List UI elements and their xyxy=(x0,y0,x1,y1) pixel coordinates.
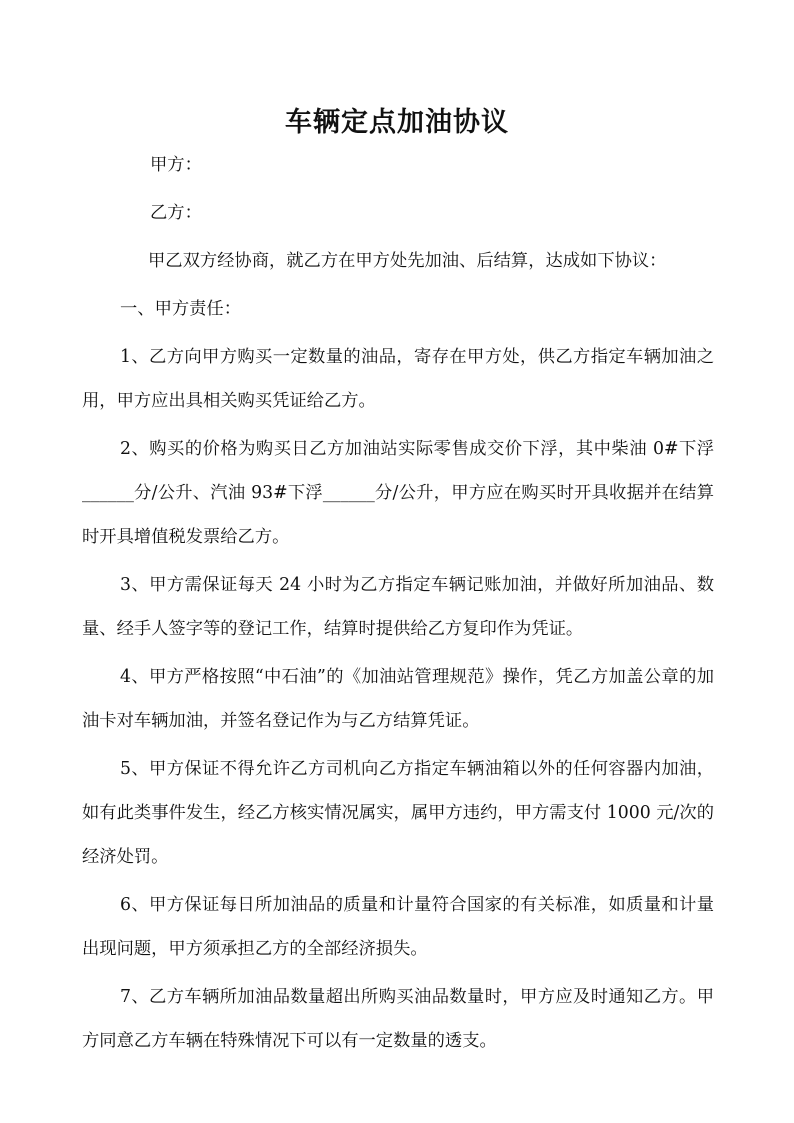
clause-2: 2、购买的价格为购买日乙方加油站实际零售成交价下浮，其中柴油 0#下浮______分/公升、汽油 93#下浮______分/公升，甲方应在购买时开具收据并在结算时开具增值税发票给乙方。 xyxy=(82,439,714,547)
document-body xyxy=(82,143,714,1067)
party-a-line: 甲方： xyxy=(150,155,202,175)
party-b-line: 乙方： xyxy=(150,203,202,223)
clause-6: 6、甲方保证每日所加油品的质量和计量符合国家的有关标准，如质量和计量出现问题，甲方须承担乙方的全部经济损失。 xyxy=(82,895,714,959)
clause-5: 5、甲方保证不得允许乙方司机向乙方指定车辆油箱以外的任何容器内加油，如有此类事件发生，经乙方核实情况属实，属甲方违约，甲方需支付 1000 元/次的经济处罚。 xyxy=(82,759,714,867)
intro-paragraph: 甲乙双方经协商，就乙方在甲方处先加油、后结算，达成如下协议： xyxy=(148,251,667,271)
clause-3: 3、甲方需保证每天 24 小时为乙方指定车辆记账加油，并做好所加油品、数量、经手人签字等的登记工作，结算时提供给乙方复印作为凭证。 xyxy=(82,575,714,639)
clause-4: 4、甲方严格按照“中石油”的《加油站管理规范》操作，凭乙方加盖公章的加油卡对车辆加油，并签名登记作为与乙方结算凭证。 xyxy=(82,667,714,731)
section-heading: 一、甲方责任： xyxy=(120,299,241,319)
document-title: 车辆定点加油协议 xyxy=(285,107,509,138)
clause-7: 7、乙方车辆所加油品数量超出所购买油品数量时，甲方应及时通知乙方。甲方同意乙方车辆在特殊情况下可以有一定数量的透支。 xyxy=(82,987,714,1051)
clause-1: 1、乙方向甲方购买一定数量的油品，寄存在甲方处，供乙方指定车辆加油之用，甲方应出具相关购买凭证给乙方。 xyxy=(82,347,714,411)
